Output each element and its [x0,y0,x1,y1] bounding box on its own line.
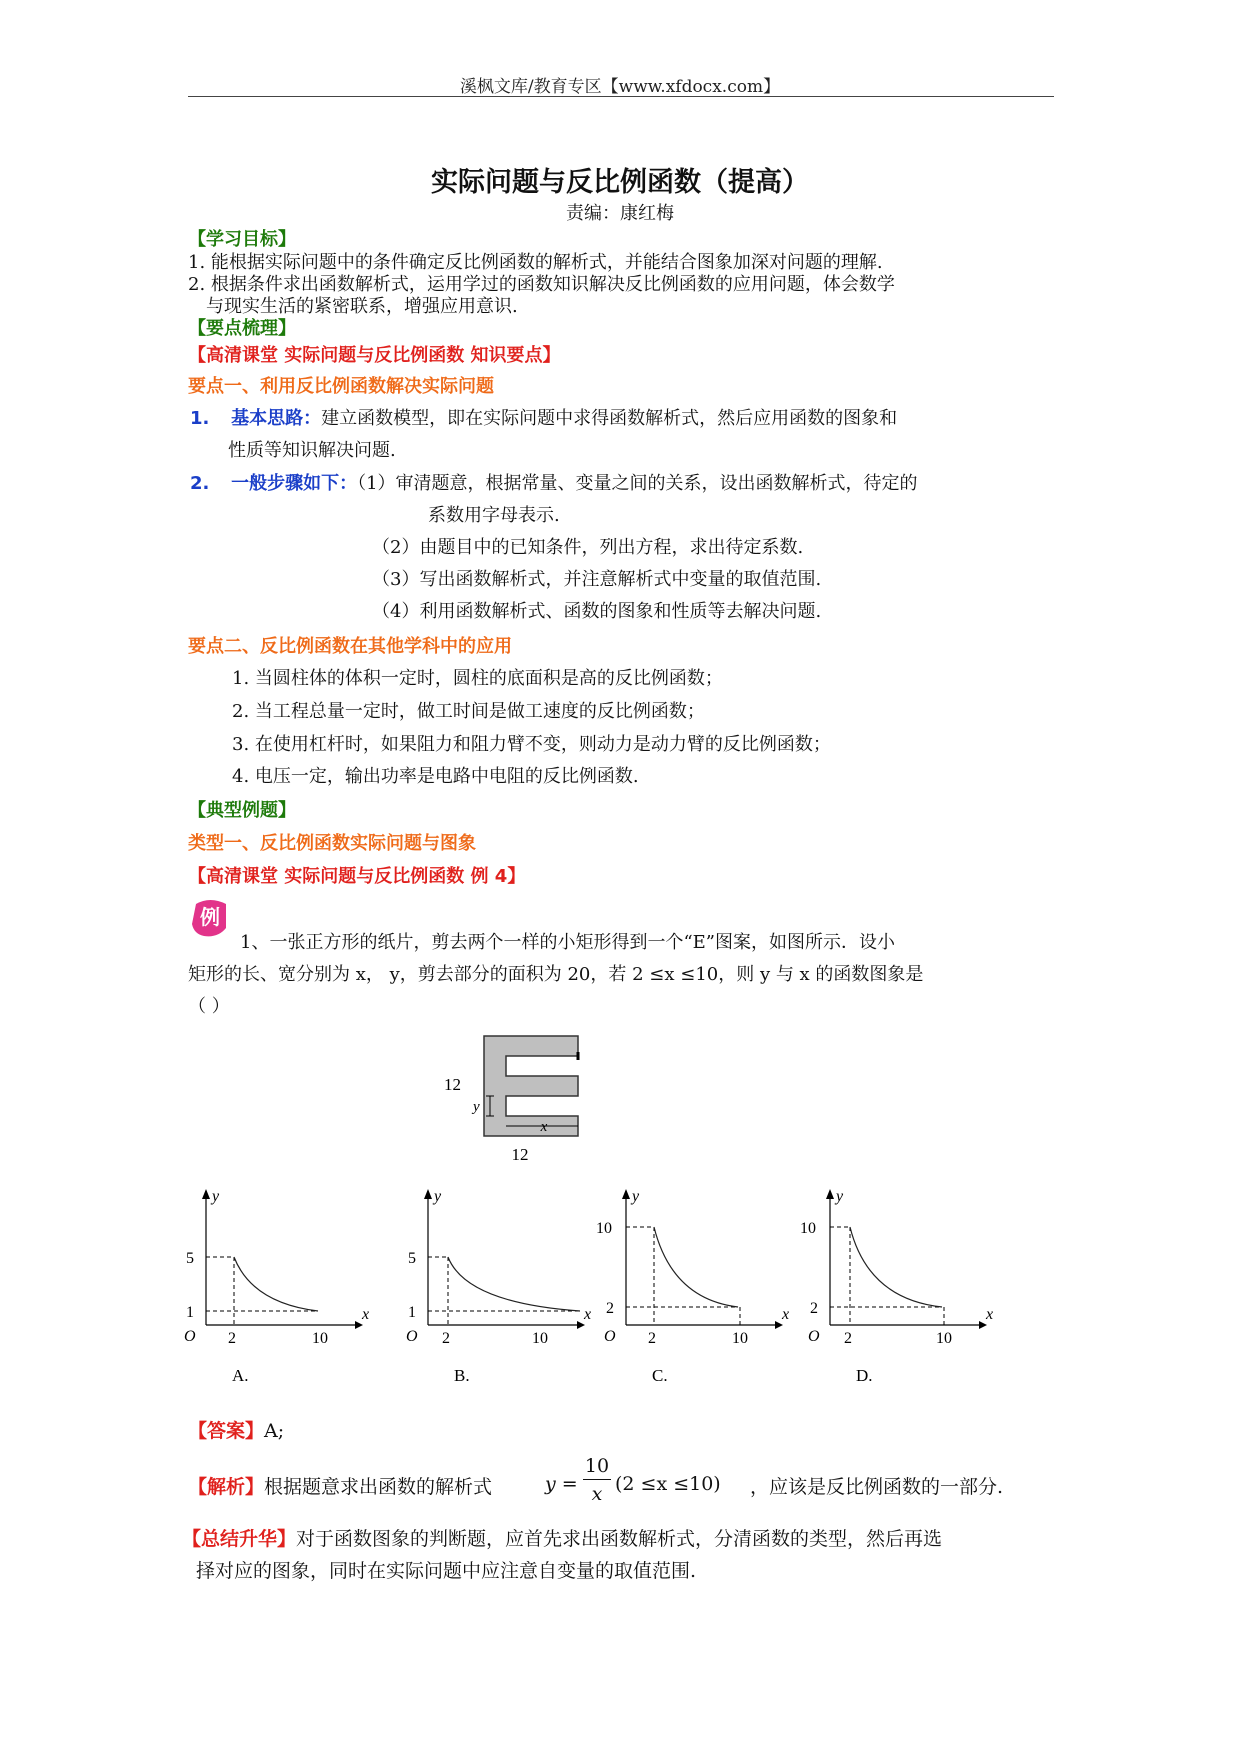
step-2-substep-4: （4）利用函数解析式、函数的图象和性质等去解决问题. [372,601,822,622]
option-chart-a [170,1185,370,1385]
step-1-label: 基本思路： [231,408,322,429]
step-2-number: 2. [190,473,210,494]
x-axis-label: x [986,1306,994,1323]
goals-heading: 【学习目标】 [188,229,296,250]
y-axis-label: y [632,1188,640,1205]
step-1 [190,408,897,430]
x-dimension-label: x [540,1119,548,1135]
option-label: D. [856,1366,873,1385]
curve-series [234,1257,318,1311]
analysis-text: 根据题意求出函数的解析式 [264,1476,493,1498]
y-tick-label: 5 [408,1250,416,1267]
step-2-substep-2: （2）由题目中的已知条件，列出方程，求出待定系数. [372,537,804,558]
summary-label: 【总结升华】 [182,1528,297,1550]
step-2-substep-1: （1）审清题意，根据常量、变量之间的关系，设出函数解析式，待定的 [357,473,918,494]
formula-numerator: 10 [584,1455,610,1477]
step-1-text-cont: 性质等知识解决问题. [228,440,396,461]
answer-label: 【答案】 [188,1420,265,1442]
summary-line-1 [182,1524,942,1551]
x-axis-label: x [782,1306,790,1323]
step-1-number: 1. [190,408,210,429]
y-tick-label: 5 [186,1250,194,1267]
app-item-2: 2. 当工程总量一定时，做工时间是做工速度的反比例函数； [232,701,705,722]
x-tick-label: 2 [844,1330,852,1347]
document-title: 实际问题与反比例函数（提高） [431,167,809,198]
option-chart-d [794,1185,994,1385]
question-blank: （ ） [188,996,230,1017]
y-tick-label: 1 [186,1304,194,1321]
x-tick-label: 10 [732,1330,748,1347]
y-axis-label: y [434,1188,442,1205]
examples-heading: 【典型例题】 [188,800,296,821]
e-shape-figure [430,1030,600,1180]
origin-label: O [184,1328,196,1345]
step-2-substep-3: （3）写出函数解析式，并注意解析式中变量的取值范围. [372,569,822,590]
analysis-label: 【解析】 [188,1476,265,1498]
side-length-left: 12 [444,1075,461,1094]
formula-y: y = [545,1473,578,1495]
point-2-title: 要点二、反比例函数在其他学科中的应用 [188,636,512,657]
x-axis-label: x [584,1306,592,1323]
step-1-text: 建立函数模型，即在实际问题中求得函数解析式，然后应用函数的图象和 [321,408,898,429]
y-axis-arrow-icon [202,1189,210,1199]
x-tick-label: 2 [442,1330,450,1347]
example-badge-icon [190,898,230,940]
option-label: C. [652,1366,668,1385]
analysis-text-end: ，应该是反比例函数的一部分. [750,1476,1004,1498]
question-line-2: 矩形的长、宽分别为 x， y，剪去部分的面积为 20，若 2 ≤x ≤10，则 y 与 x 的函数图象是 [188,964,924,985]
curve-series [448,1257,580,1311]
site-header: 溪枫文库/教育专区【www.xfdocx.com】 [459,77,781,97]
y-axis-label: y [212,1188,220,1205]
option-chart-c [590,1185,790,1385]
x-tick-label: 10 [936,1330,952,1347]
y-axis-label: y [836,1188,844,1205]
analysis-line [188,1472,492,1499]
curve-series [850,1227,942,1307]
e-shape [484,1036,578,1136]
goal-item-2: 2. 根据条件求出函数解析式，运用学过的函数知识解决反比例函数的应用问题，体会数学 [188,274,895,295]
origin-label: O [406,1328,418,1345]
app-item-3: 3. 在使用杠杆时，如果阻力和阻力臂不变，则动力是动力臂的反比例函数； [232,734,831,755]
answer-value: A; [264,1420,285,1442]
formula-denominator: x [591,1483,603,1505]
y-tick-label: 10 [596,1220,612,1237]
option-label: A. [232,1366,249,1385]
y-dimension-label: y [473,1099,480,1115]
points-video-link[interactable]: 【高清课堂 实际问题与反比例函数 知识要点】 [188,345,561,366]
y-tick-label: 2 [810,1300,818,1317]
formula-range: (2 ≤x ≤10) [615,1473,721,1495]
summary-text-2: 择对应的图象，同时在实际问题中应注意自变量的取值范围. [196,1560,697,1582]
x-tick-label: 2 [648,1330,656,1347]
x-axis-label: x [362,1306,370,1323]
y-axis-arrow-icon [622,1189,630,1199]
step-2 [190,473,918,495]
point-1-title: 要点一、利用反比例函数解决实际问题 [188,376,494,397]
y-axis-arrow-icon [826,1189,834,1199]
type-1-title: 类型一、反比例函数实际问题与图象 [188,833,476,854]
question-line-1: 1、一张正方形的纸片，剪去两个一样的小矩形得到一个“E”图案，如图所示．设小 [240,932,895,953]
goal-item-2-cont: 与现实生活的紧密联系，增强应用意识. [206,296,518,317]
curve-series [654,1227,738,1307]
step-2-label: 一般步骤如下： [231,473,358,494]
app-item-4: 4. 电压一定，输出功率是电路中电阻的反比例函数. [232,766,639,787]
x-tick-label: 2 [228,1330,236,1347]
origin-label: O [604,1328,616,1345]
x-tick-label: 10 [312,1330,328,1347]
points-heading: 【要点梳理】 [188,318,296,339]
editor-line: 责编：康红梅 [566,203,674,224]
step-2-substep-1-cont: 系数用字母表示. [428,505,560,526]
app-item-1: 1. 当圆柱体的体积一定时，圆柱的底面积是高的反比例函数； [232,668,723,689]
example-video-link[interactable]: 【高清课堂 实际问题与反比例函数 例 4】 [188,866,526,887]
y-tick-label: 10 [800,1220,816,1237]
option-label: B. [454,1366,470,1385]
example-badge-text: 例 [200,905,220,929]
x-tick-label: 10 [532,1330,548,1347]
origin-label: O [808,1328,820,1345]
y-tick-label: 1 [408,1304,416,1321]
goal-item-1: 1. 能根据实际问题中的条件确定反比例函数的解析式，并能结合图象加深对问题的理解. [188,252,883,273]
answer-line [188,1416,284,1443]
option-chart-b [392,1185,592,1385]
y-tick-label: 2 [606,1300,614,1317]
answer-charts [170,1185,1070,1385]
header-divider [188,96,1054,97]
y-axis-arrow-icon [424,1189,432,1199]
side-length-bottom: 12 [511,1145,529,1164]
summary-text-1: 对于函数图象的判断题，应首先求出函数解析式，分清函数的类型，然后再选 [296,1528,943,1550]
